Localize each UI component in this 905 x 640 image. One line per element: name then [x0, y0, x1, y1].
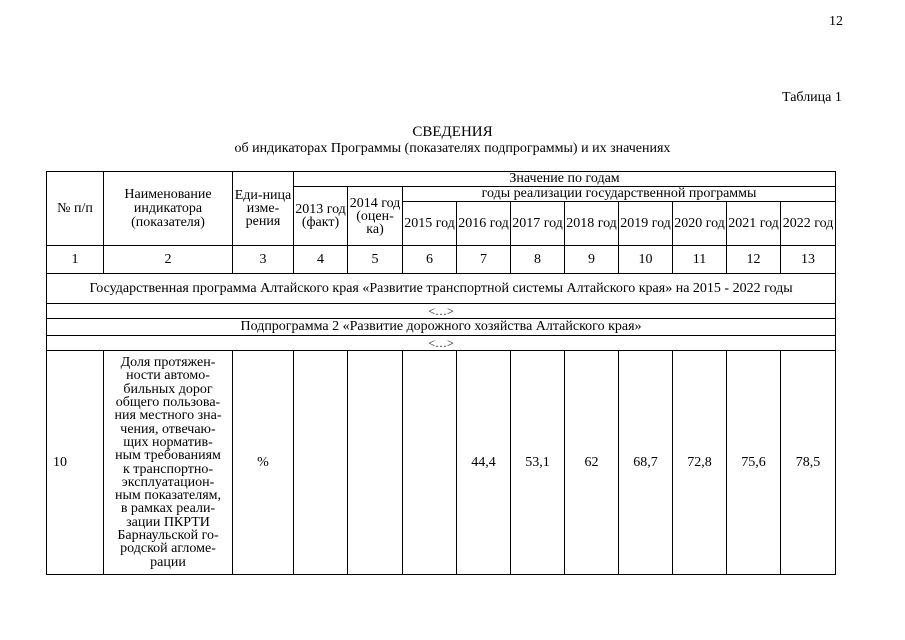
indicator-name-line: Доля протяжен- — [120, 355, 216, 371]
indicator-name-line: ным требованиям — [115, 448, 221, 464]
indicator-name-line: ным показателям, — [114, 488, 222, 504]
header-year: 2020 год — [673, 202, 727, 246]
header-program-years: годы реализации государственной программы — [403, 187, 836, 202]
header-year: 2017 год — [511, 202, 565, 246]
row-unit: % — [233, 351, 294, 575]
indicator-name-line: бильных дорог — [123, 381, 213, 397]
header-row-1 — [47, 172, 836, 187]
value-2021: 75,6 — [727, 351, 781, 575]
indicator-name-line: щих норматив- — [123, 434, 213, 450]
table-label: Таблица 1 — [782, 90, 842, 105]
header-year: 2019 год — [619, 202, 673, 246]
ellipsis-row — [47, 336, 836, 351]
column-number: 5 — [348, 246, 403, 274]
column-number: 13 — [781, 246, 836, 274]
program-title-row — [47, 274, 836, 304]
indicator-name-line: в рамках реали- — [120, 501, 216, 517]
indicator-name-line: чения, отвечаю- — [120, 421, 216, 437]
indicator-name-line: к транспортно- — [122, 461, 214, 477]
value-2014 — [348, 351, 403, 575]
document-subtitle: об индикаторах Программы (показателях подпрограммы) и их значениях — [234, 141, 671, 156]
column-number: 2 — [104, 246, 233, 274]
header-year: 2016 год — [457, 202, 511, 246]
header-values-by-year: Значение по годам — [294, 172, 836, 187]
header-year: 2018 год — [565, 202, 619, 246]
column-number: 12 — [727, 246, 781, 274]
indicator-name-line: Барнаульской го- — [117, 527, 219, 543]
indicator-name-line: общего пользова- — [115, 395, 221, 411]
column-number: 1 — [47, 246, 104, 274]
indicators-table — [46, 171, 836, 575]
document-title: СВЕДЕНИЯ — [412, 124, 493, 140]
indicator-name-line: родской агломе- — [120, 541, 216, 557]
value-2015 — [403, 351, 457, 575]
indicator-row — [47, 351, 836, 575]
indicator-name — [104, 351, 233, 575]
indicator-name-line: зации ПКРТИ — [126, 514, 210, 530]
header-num: № п/п — [47, 172, 104, 246]
header-year: 2021 год — [727, 202, 781, 246]
header-indicator-name: Наименование индикатора (показателя) — [104, 172, 233, 246]
column-numbers-row — [47, 246, 836, 274]
column-number: 6 — [403, 246, 457, 274]
ellipsis-row — [47, 304, 836, 319]
ellipsis-marker: <…> — [47, 304, 836, 319]
subprogram-title: Подпрограмма 2 «Развитие дорожного хозяйства Алтайского края» — [47, 319, 836, 336]
indicator-name-line: ния местного зна- — [114, 408, 222, 424]
page-number: 12 — [829, 14, 843, 29]
column-number: 3 — [233, 246, 294, 274]
indicator-name-line: ности автомо- — [126, 368, 210, 384]
value-2016: 44,4 — [457, 351, 511, 575]
value-2019: 68,7 — [619, 351, 673, 575]
column-number: 11 — [673, 246, 727, 274]
ellipsis-marker: <…> — [47, 336, 836, 351]
column-number: 10 — [619, 246, 673, 274]
indicator-name-line: рации — [150, 554, 186, 570]
row-number: 10 — [47, 351, 104, 575]
value-2013 — [294, 351, 348, 575]
value-2022: 78,5 — [781, 351, 836, 575]
value-2020: 72,8 — [673, 351, 727, 575]
header-year: 2022 год — [781, 202, 836, 246]
header-year: 2015 год — [403, 202, 457, 246]
program-title: Государственная программа Алтайского края «Развитие транспортной системы Алтайского края» на 2015 - 2022 годы — [47, 274, 836, 304]
column-number: 9 — [565, 246, 619, 274]
column-number: 4 — [294, 246, 348, 274]
header-unit: Еди-ница изме-рения — [233, 172, 294, 246]
value-2017: 53,1 — [511, 351, 565, 575]
value-2018: 62 — [565, 351, 619, 575]
indicator-name-line: эксплуатацион- — [121, 474, 215, 490]
column-number: 7 — [457, 246, 511, 274]
header-year-2014: 2014 год (оцен-ка) — [348, 187, 403, 246]
subprogram-title-row — [47, 319, 836, 336]
column-number: 8 — [511, 246, 565, 274]
header-year-2013: 2013 год (факт) — [294, 187, 348, 246]
